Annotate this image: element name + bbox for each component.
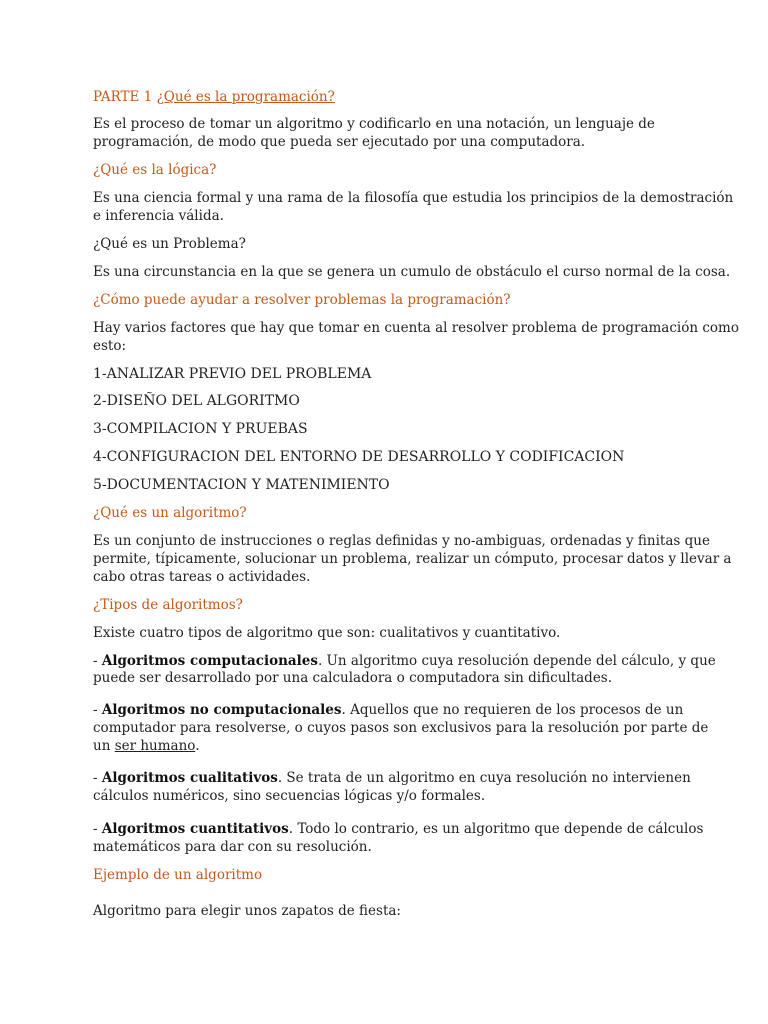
step-item-3: 3-COMPILACION Y PRUEBAS [93,421,308,437]
tipo-computacionales-line1 [93,652,716,670]
tipo-computacionales-rest: . Un algoritmo cuya resolución depende del cálculo, y que [317,653,716,669]
tipo-cuantitativos-rest: . Todo lo contrario, es un algoritmo que depende de cálculos [288,821,704,837]
tipo-cualitativos-line2: cálculos numéricos, sino secuencias lógicas y/o formales. [93,788,486,804]
tipo-cualitativos-line1 [93,769,693,787]
logica-heading: ¿Qué es la lógica? [93,162,217,178]
problema-line1: Es una circunstancia en la que se genera un cumulo de obstáculo el curso normal de la cosa. [93,264,731,280]
ejemplo-line1: Algoritmo para elegir unos zapatos de fiesta: [93,903,401,919]
algoritmo-line2: permite, típicamente, solucionar un problema, realizar un cómputo, procesar datos y llevar a [93,551,732,567]
line3-prefix: un [93,738,115,754]
step-item-1: 1-ANALIZAR PREVIO DEL PROBLEMA [93,366,372,382]
step-item-5: 5-DOCUMENTACION Y MATENIMIENTO [93,477,390,493]
part1-answer-line2: programación, de modo que pueda ser ejecutado por una computadora. [93,134,586,150]
step-item-4: 4-CONFIGURACION DEL ENTORNO DE DESARROLLO Y CODIFICACION [93,449,625,465]
part1-heading: ¿Qué es la programación? [156,89,335,105]
step-item-2: 2-DISEÑO DEL ALGORITMO [93,393,300,409]
ejemplo-heading: Ejemplo de un algoritmo [93,867,263,883]
tipo-cuantitativos-line2: matemáticos para dar con su resolución. [93,839,372,855]
tipo-no-computacionales-rest: . Aquellos que no requieren de los procesos de un [341,702,684,718]
tipo-no-computacionales-line3 [93,737,693,755]
logica-line2: e inferencia válida. [93,208,224,224]
bullet-dash: - [93,770,102,786]
algoritmo-line1: Es un conjunto de instrucciones o reglas definidas y no-ambiguas, ordenadas y finitas que [93,533,710,549]
part1-answer-line1: Es el proceso de tomar un algoritmo y codificarlo en una notación, un lenguaje de [93,116,655,132]
term-computacionales: Algoritmos computacionales [101,653,318,669]
tipos-heading: ¿Tipos de algoritmos? [93,597,243,613]
ayuda-line2: esto: [93,338,127,354]
bullet-dash: - [93,702,102,718]
bullet-dash: - [93,821,102,837]
tipo-no-computacionales-line2: computador para resolverse, o cuyos pasos son exclusivos para la resolución por parte de [93,720,709,736]
line3-suffix: . [195,738,200,754]
algoritmo-heading: ¿Qué es un algoritmo? [93,505,247,521]
tipos-intro: Existe cuatro tipos de algoritmo que son: cualitativos y cuantitativo. [93,625,561,641]
problema-heading: ¿Qué es un Problema? [93,236,246,252]
logica-line1: Es una ciencia formal y una rama de la filosofía que estudia los principios de la demostración [93,190,734,206]
algoritmo-line3: cabo otras tareas o actividades. [93,569,311,585]
ser-humano-link[interactable]: ser humano [114,738,196,754]
term-cuantitativos: Algoritmos cuantitativos [101,821,289,837]
part1-prefix: PARTE 1 [93,89,157,105]
tipo-no-computacionales-line1 [93,701,693,719]
part1-title [93,88,693,106]
ayuda-heading: ¿Cómo puede ayudar a resolver problemas la programación? [93,292,511,308]
term-cualitativos: Algoritmos cualitativos [101,770,278,786]
term-no-computacionales: Algoritmos no computacionales [101,702,342,718]
bullet-dash: - [93,653,102,669]
tipo-cuantitativos-line1 [93,820,704,838]
tipo-computacionales-line2: puede ser desarrollado por una calculadora o computadora sin dificultades. [93,670,613,686]
tipo-cualitativos-rest: . Se trata de un algoritmo en cuya resolución no intervienen [277,770,691,786]
ayuda-line1: Hay varios factores que hay que tomar en cuenta al resolver problema de programación como [93,320,739,336]
